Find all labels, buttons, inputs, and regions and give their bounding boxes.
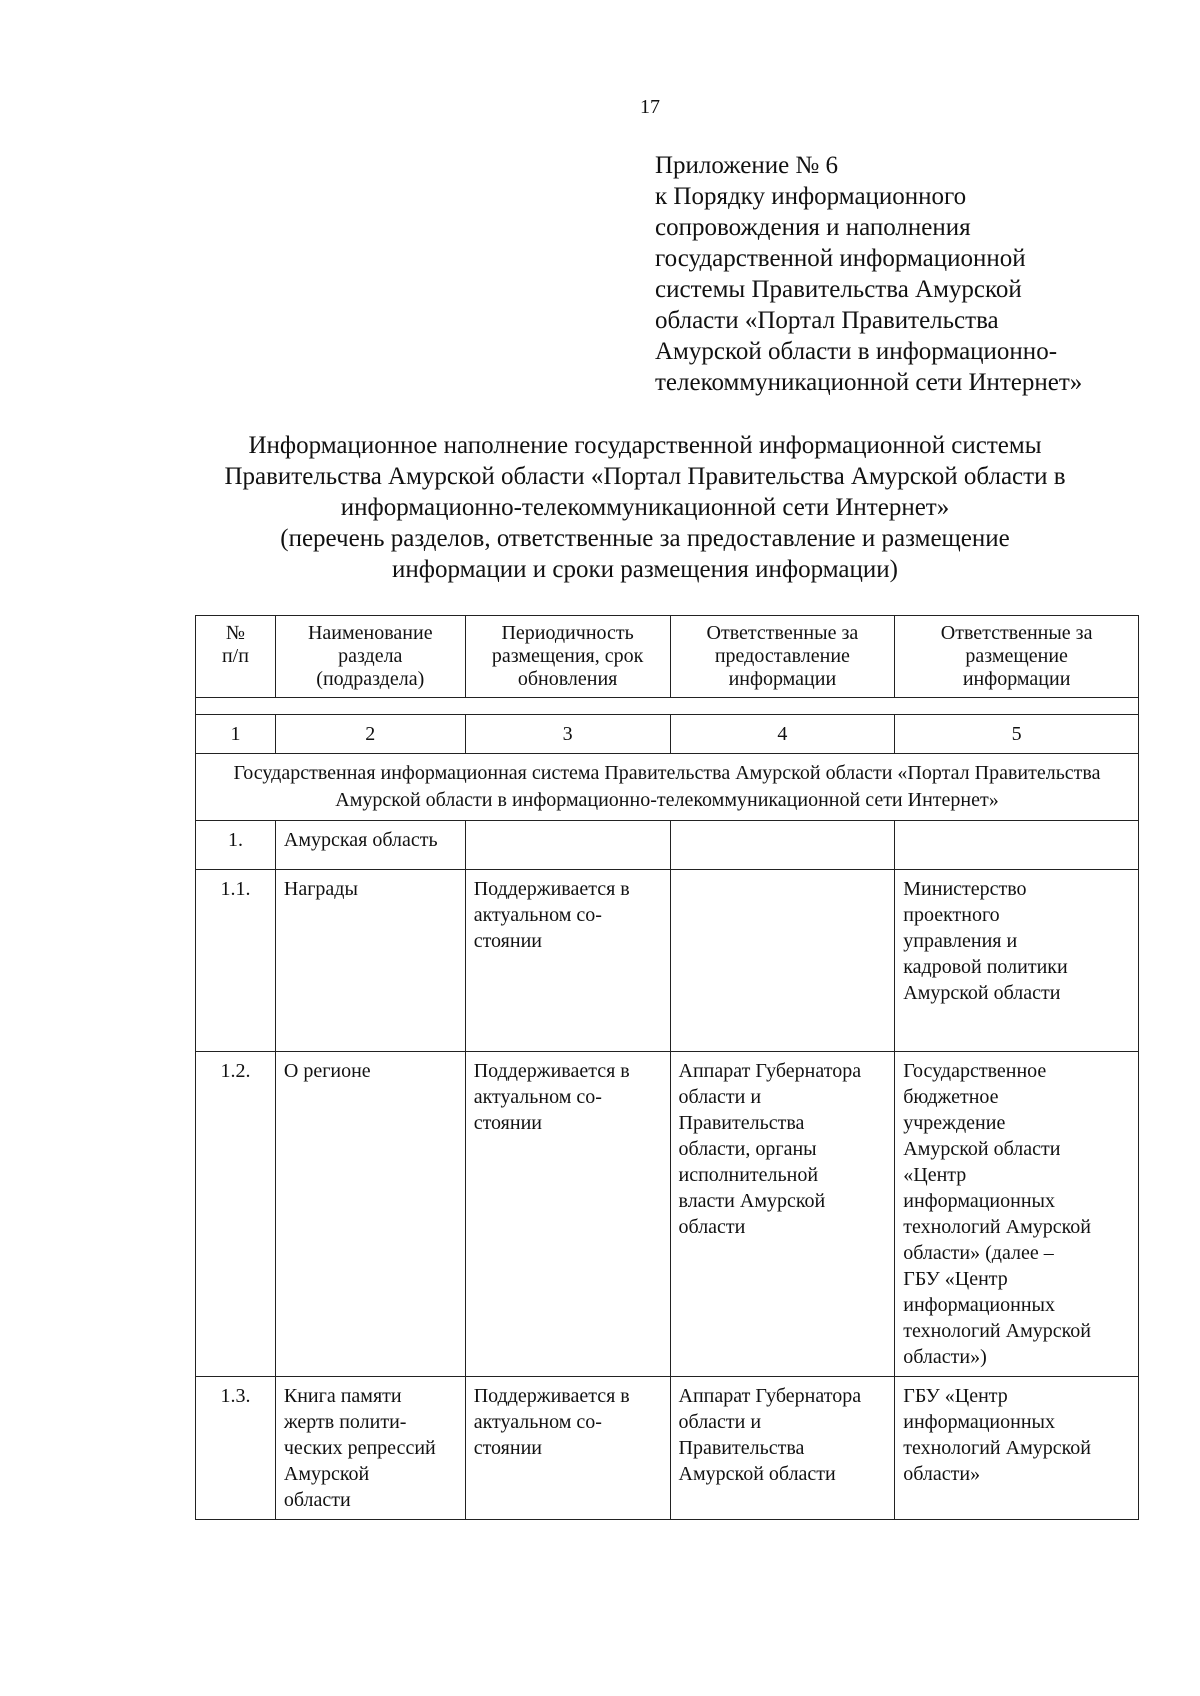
row-placer-cell: Министерство проектного управления и кадровой политики Амурской области (895, 870, 1139, 1052)
appendix-block (655, 150, 1135, 398)
column-numbers-row (196, 715, 1139, 754)
spacer-cell (196, 698, 1139, 715)
table-spacer (196, 698, 1139, 715)
table-row (196, 1377, 1139, 1520)
header-cell-periodicity: Периодичность размещения, срок обновления (465, 616, 670, 698)
table-row (196, 1052, 1139, 1377)
title-line: информации и сроки размещения информации) (392, 556, 898, 583)
row-period-cell: Поддерживается в актуальном со- стоянии (465, 1377, 670, 1520)
appendix-line: системы Правительства Амурской (655, 276, 1022, 303)
row-name-cell: Награды (275, 870, 465, 1052)
section-number-cell: 1. (196, 821, 276, 870)
appendix-line: сопровождения и наполнения (655, 214, 971, 241)
title-line: Информационное наполнение государственной информационной системы (248, 432, 1042, 459)
appendix-line: Приложение № 6 (655, 152, 839, 179)
appendix-line: Амурской области в информационно- (655, 338, 1058, 365)
row-number-cell: 1.1. (196, 870, 276, 1052)
table-header-row (196, 616, 1139, 698)
section-name-cell: Амурская область (275, 821, 465, 870)
empty-cell (895, 821, 1139, 870)
row-provider-cell: Аппарат Губернатора области и Правительства Амурской области (670, 1377, 895, 1520)
row-provider-cell: Аппарат Губернатора области и Правительства области, органы исполнительной власти Амурской области (670, 1052, 895, 1377)
appendix-line: области «Портал Правительства (655, 307, 999, 334)
row-period-cell: Поддерживается в актуальном со- стоянии (465, 870, 670, 1052)
header-cell-number: № п/п (196, 616, 276, 698)
appendix-line: к Порядку информационного (655, 183, 967, 210)
content-table (195, 615, 1139, 1520)
system-title-cell: Государственная информационная система Правительства Амурской области «Портал Правительства Амурской области в информационно-телекоммуникационной сети Интернет» (196, 754, 1139, 821)
header-cell-section-name: Наименование раздела (подраздела) (275, 616, 465, 698)
title-line: Правительства Амурской области «Портал Правительства Амурской области в (224, 463, 1066, 490)
appendix-line: телекоммуникационной сети Интернет» (655, 369, 1083, 396)
header-cell-provider: Ответственные за предоставление информации (670, 616, 895, 698)
row-name-cell: О регионе (275, 1052, 465, 1377)
row-placer-cell: ГБУ «Центр информационных технологий Амурской области» (895, 1377, 1139, 1520)
row-number-cell: 1.2. (196, 1052, 276, 1377)
section-row (196, 821, 1139, 870)
appendix-line: государственной информационной (655, 245, 1026, 272)
header-cell-placer: Ответственные за размещение информации (895, 616, 1139, 698)
title-line: (перечень разделов, ответственные за предоставление и размещение (280, 525, 1010, 552)
row-period-cell: Поддерживается в актуальном со- стоянии (465, 1052, 670, 1377)
title-line: информационно-телекоммуникационной сети Интернет» (340, 494, 950, 521)
page-number: 17 (640, 96, 660, 118)
row-number-cell: 1.3. (196, 1377, 276, 1520)
column-number-cell: 3 (465, 715, 670, 754)
column-number-cell: 2 (275, 715, 465, 754)
empty-cell (465, 821, 670, 870)
column-number-cell: 1 (196, 715, 276, 754)
row-placer-cell: Государственное бюджетное учреждение Амурской области «Центр информационных технологий Амурской области» (далее – ГБУ «Центр информационных технологий Амурской области») (895, 1052, 1139, 1377)
system-title-row (196, 754, 1139, 821)
column-number-cell: 4 (670, 715, 895, 754)
column-number-cell: 5 (895, 715, 1139, 754)
row-name-cell: Книга памяти жертв полити- ческих репрессий Амурской области (275, 1377, 465, 1520)
empty-cell (670, 821, 895, 870)
table-row (196, 870, 1139, 1052)
document-title (170, 430, 1120, 585)
row-provider-cell (670, 870, 895, 1052)
